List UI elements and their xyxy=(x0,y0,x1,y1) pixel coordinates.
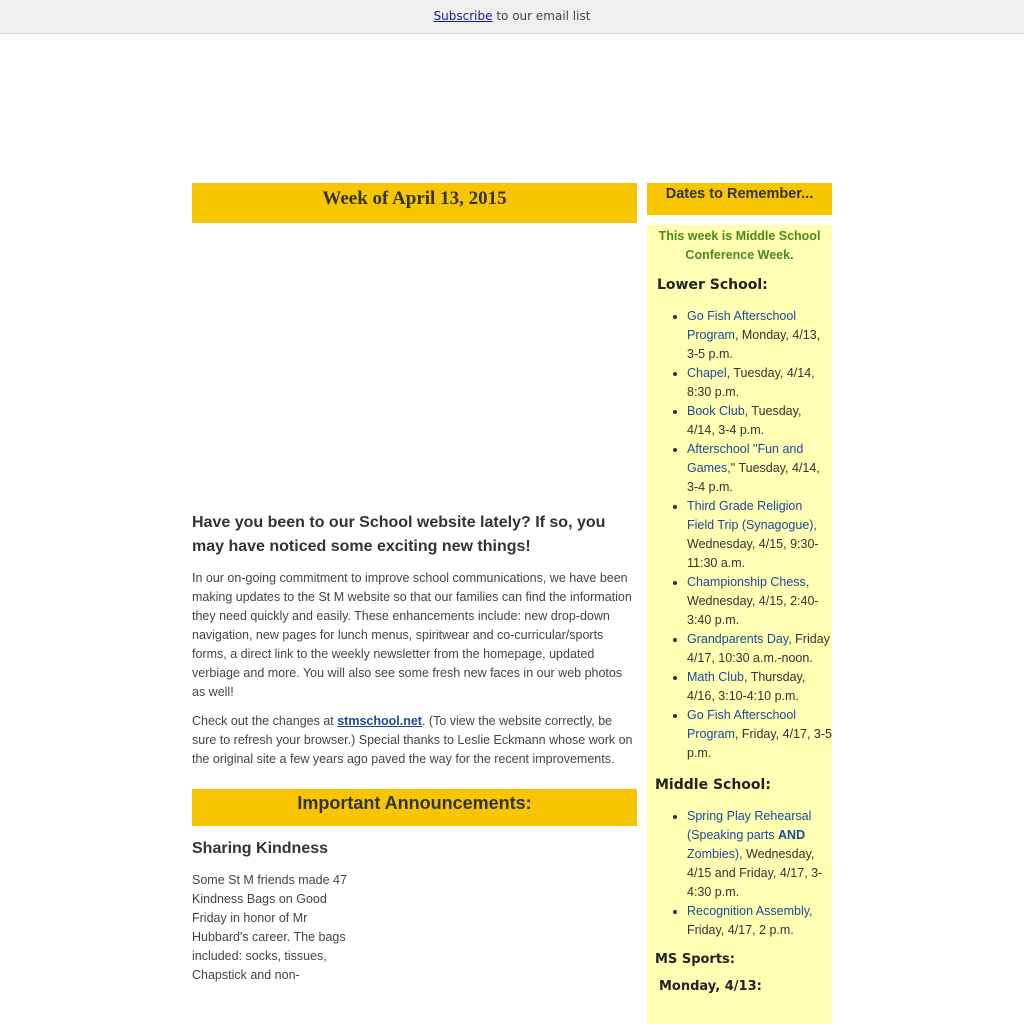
dates-sidebar xyxy=(647,183,832,1024)
event-detail: " Tuesday, 4/14, 3-4 p.m. xyxy=(687,461,820,494)
event-detail: , Friday, 4/17, 3-5 p.m. xyxy=(687,727,832,760)
dates-title: Dates to Remember... xyxy=(647,183,832,215)
middle-school-heading: Middle School: xyxy=(655,777,771,793)
main-column xyxy=(192,183,637,985)
list-item xyxy=(687,668,832,706)
lower-school-events xyxy=(687,307,832,763)
para2-pre: Check out the changes at xyxy=(192,714,338,728)
stmschool-link[interactable]: stmschool.net xyxy=(337,714,422,728)
website-paragraph: In our on-going commitment to improve school communications, we have been making updates to the St M website so that our families can find the information they need quickly and easily. These enhancements include: new drop-down navigation, new pages for lunch menus, spiritwear and co-curricular/sports forms, a direct link to the weekly newsletter from the homepage, updated verbiage and more. You will also see some fresh new faces in our web photos as well! xyxy=(192,571,632,699)
list-item xyxy=(687,807,832,902)
event-detail: , Wednesday, 4/15, 2:40-3:40 p.m. xyxy=(687,575,819,627)
event-link-bold: AND xyxy=(778,828,806,842)
list-item xyxy=(687,364,832,402)
event-link-part: Zombies), xyxy=(687,847,743,861)
dates-box xyxy=(647,225,832,1024)
list-item xyxy=(687,440,832,497)
event-link[interactable]: Go Fish Afterschool Program xyxy=(687,309,797,342)
week-title: Week of April 13, 2015 xyxy=(192,183,637,223)
middle-school-title: Middle School xyxy=(655,777,766,793)
lower-school-title: Lower School xyxy=(657,277,763,293)
website-link-paragraph xyxy=(192,712,637,769)
list-item xyxy=(687,402,832,440)
event-link[interactable]: Recognition Assembly, xyxy=(687,904,813,918)
para2-post: . (To view the website correctly, be sure to refresh your browser.) Special thanks to Leslie Eckmann whose work on the original site a few years ago paved the way for the recent improvements. xyxy=(192,714,633,766)
event-detail: Wednesday, 4/15, 9:30-11:30 a.m. xyxy=(687,537,819,570)
event-detail: , Friday 4/17, 10:30 a.m.-noon. xyxy=(687,632,830,665)
lower-school-heading: Lower School: xyxy=(657,277,768,293)
event-link[interactable]: Chapel xyxy=(687,366,727,380)
ms-sports-heading: MS Sports: xyxy=(655,952,735,967)
list-item xyxy=(687,630,832,668)
event-link[interactable]: Book Club xyxy=(687,404,745,418)
event-link-part: Spring Play Rehearsal (Speaking parts xyxy=(687,809,812,842)
feature-image-placeholder xyxy=(192,223,637,507)
subscribe-link[interactable]: Subscribe xyxy=(433,9,493,23)
website-headline: Have you been to our School website lately? If so, you may have noticed some exciting new things! xyxy=(192,514,606,555)
event-link[interactable]: Championship Chess xyxy=(687,575,806,589)
event-detail: , Thursday, 4/16, 3:10-4:10 p.m. xyxy=(687,670,806,703)
event-detail: , Tuesday, 4/14, 8:30 p.m. xyxy=(687,366,815,399)
announcements-title: Important Announcements: xyxy=(192,789,637,826)
list-item xyxy=(687,573,832,630)
sharing-kindness-text: Some St M friends made 47 Kindness Bags on Good Friday in honor of Mr Hubbard's career. The bags included: socks, tissues, Chapstick and non- xyxy=(192,873,347,982)
subscribe-text: to our email list xyxy=(492,9,591,23)
monday-heading: Monday, 4/13: xyxy=(659,979,762,994)
event-link[interactable]: Go Fish Afterschool Program xyxy=(687,708,797,741)
event-detail: Wednesday, 4/15 and Friday, 4/17, 3-4:30 p.m. xyxy=(687,847,823,899)
list-item xyxy=(687,706,832,763)
event-detail: , Tuesday, 4/14, 3-4 p.m. xyxy=(687,404,802,437)
event-link[interactable]: Afterschool "Fun and Games, xyxy=(687,442,804,475)
event-link[interactable]: Grandparents Day xyxy=(687,632,789,646)
sharing-kindness-title: Sharing Kindness xyxy=(192,840,329,857)
subscribe-bar xyxy=(0,0,1024,34)
event-detail: Friday, 4/17, 2 p.m. xyxy=(687,923,794,937)
event-link[interactable]: Math Club xyxy=(687,670,744,684)
event-detail: , Monday, 4/13, 3-5 p.m. xyxy=(687,328,821,361)
event-link[interactable]: Third Grade Religion Field Trip (Synagogue), xyxy=(687,499,817,532)
conference-note: This week is Middle School Conference Week. xyxy=(658,229,821,262)
list-item xyxy=(687,902,832,940)
middle-school-events xyxy=(687,807,832,940)
list-item xyxy=(687,497,832,573)
list-item xyxy=(687,307,832,364)
